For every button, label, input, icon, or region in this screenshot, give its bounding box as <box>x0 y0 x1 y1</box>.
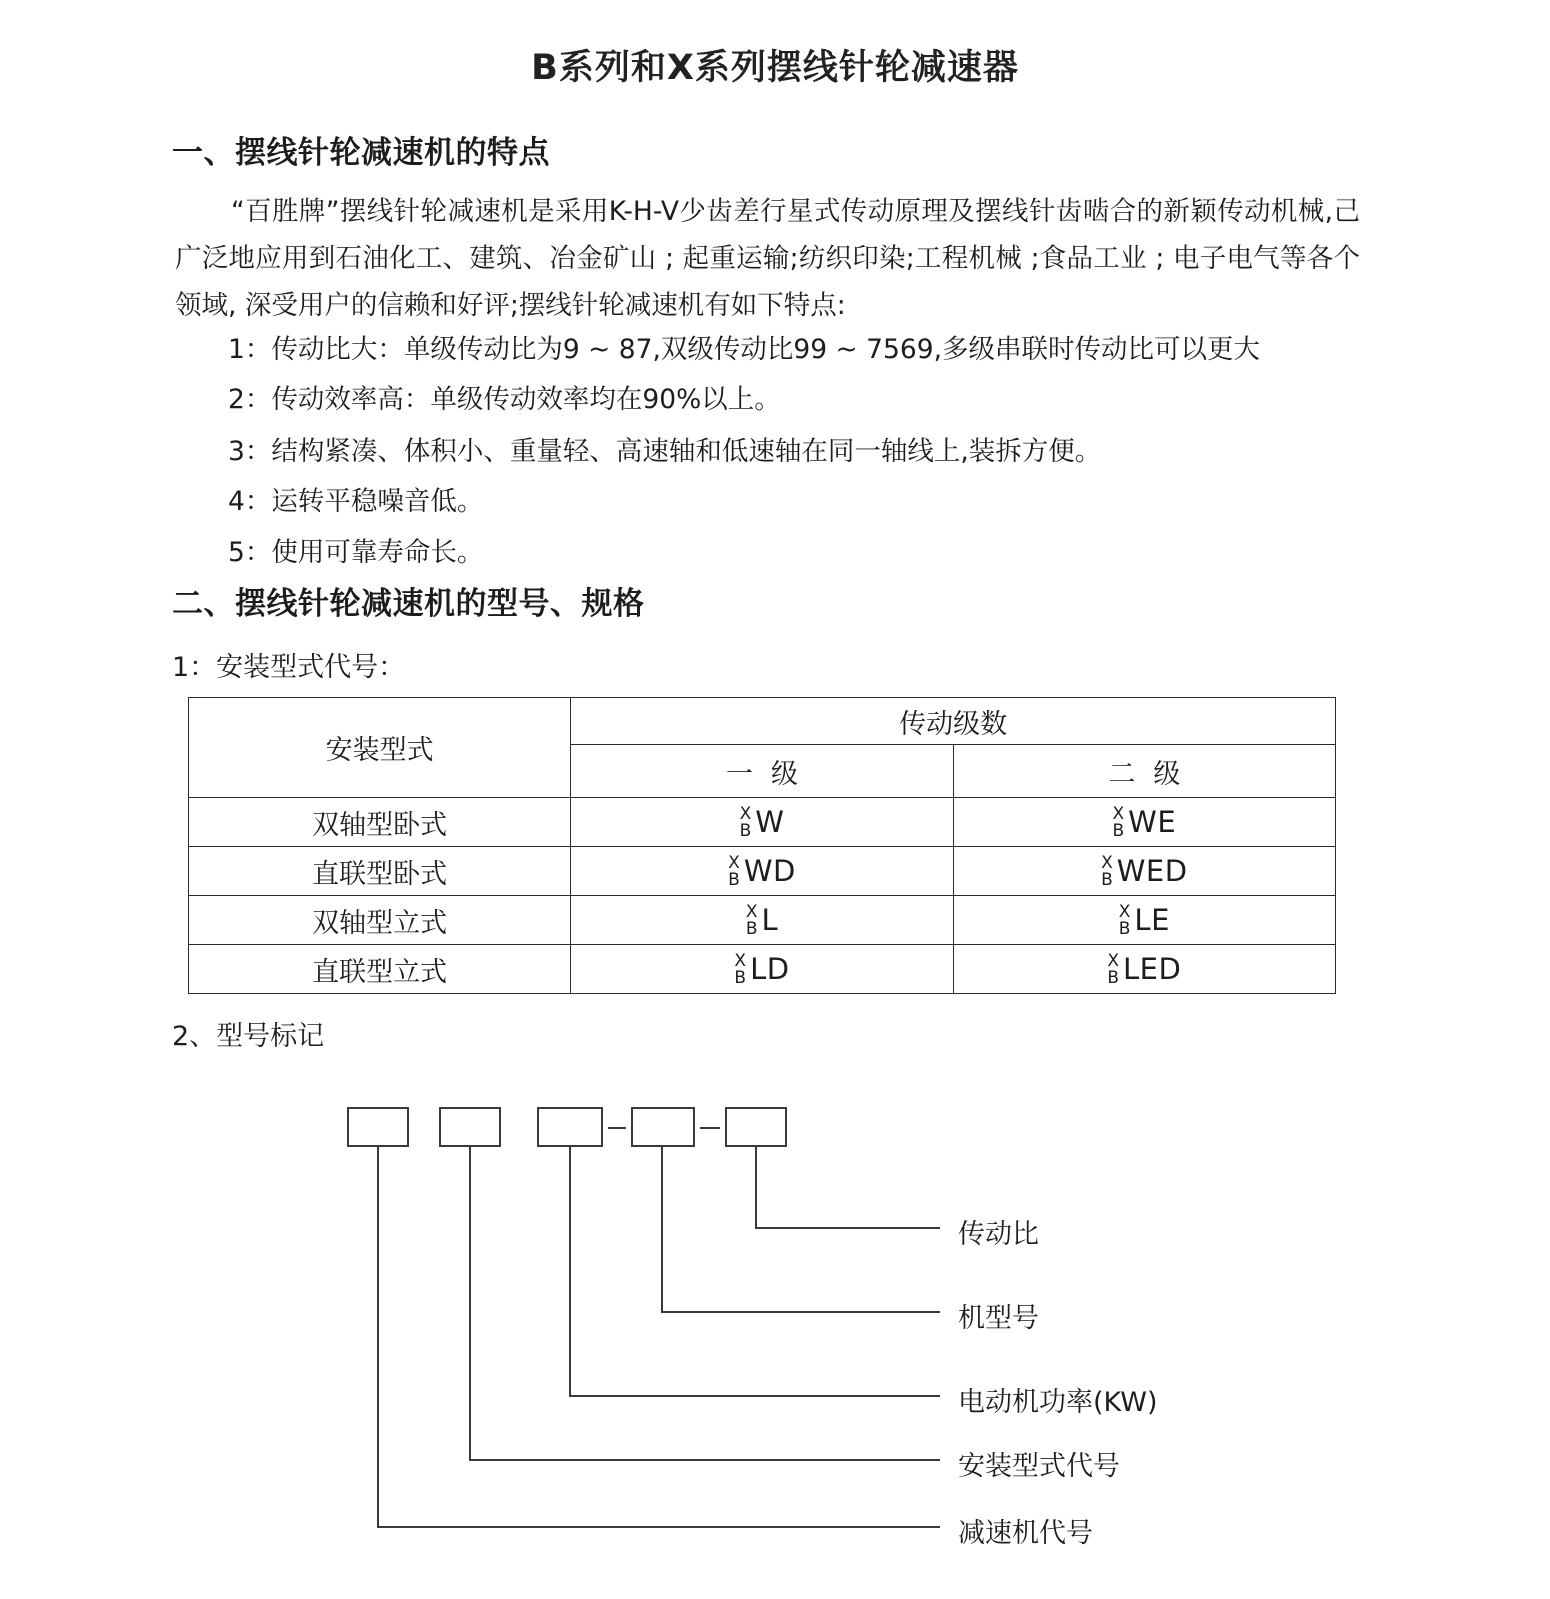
section-heading-two: 二、摆线针轮减速机的型号、规格 <box>172 586 645 622</box>
cell-install-type: 双轴型立式 <box>189 896 571 945</box>
feature-item: 2：传动效率高：单级传动效率均在90%以上。 <box>228 384 781 415</box>
leader-line-transmission-ratio <box>756 1146 940 1228</box>
model-code-diagram-svg <box>0 1060 1550 1560</box>
model-code-diagram <box>0 1060 1550 1560</box>
table-row <box>189 847 1336 896</box>
xb-prefix <box>1112 806 1124 840</box>
prefix-bottom-letter: B <box>745 919 758 939</box>
cell-stage-one-code <box>571 847 953 896</box>
prefix-bottom-letter: B <box>728 870 740 890</box>
table-header-stage-one <box>571 745 953 798</box>
xb-prefix <box>734 953 746 987</box>
prefix-top-letter: X <box>739 804 752 824</box>
prefix-top-letter: X <box>734 951 747 971</box>
code-suffix: W <box>755 805 785 839</box>
xb-prefix <box>1119 904 1131 938</box>
install-code-label: 1：安装型式代号： <box>172 652 406 683</box>
prefix-bottom-letter: B <box>1118 919 1131 939</box>
model-box-1[interactable] <box>348 1108 408 1146</box>
leader-line-reducer-code <box>378 1146 940 1527</box>
prefix-top-letter: X <box>1101 853 1113 873</box>
xb-prefix <box>1107 953 1119 987</box>
xb-prefix <box>1101 855 1113 889</box>
cell-install-type: 直联型卧式 <box>189 847 571 896</box>
code-suffix: LD <box>750 952 790 986</box>
callout-label-reducer-code: 减速机代号 <box>958 1518 1093 1549</box>
code-suffix: WED <box>1116 854 1188 888</box>
stage-two-label: 二级 <box>1108 758 1199 790</box>
xb-prefix <box>728 855 740 889</box>
model-box-4[interactable] <box>632 1108 694 1146</box>
model-box-2[interactable] <box>440 1108 500 1146</box>
callout-label-install-code: 安装型式代号 <box>958 1451 1120 1482</box>
stage-one-label: 一级 <box>725 758 816 790</box>
table-header-stage-two <box>953 745 1335 798</box>
code-suffix: LE <box>1134 903 1170 937</box>
table-row <box>189 896 1336 945</box>
feature-item: 3：结构紧凑、体积小、重量轻、高速轴和低速轴在同一轴线上,装拆方便。 <box>228 436 1102 467</box>
cell-stage-two-code <box>953 896 1335 945</box>
cell-stage-one-code <box>571 945 953 994</box>
prefix-top-letter: X <box>1118 902 1131 922</box>
install-type-table <box>188 697 1336 994</box>
intro-paragraph: “百胜牌”摆线针轮减速机是采用K-H-V少齿差行星式传动原理及摆线针齿啮合的新颖传动机械,己广泛地应用到石油化工、建筑、冶金矿山 ; 起重运输;纺织印染;工程机械 ;食品工业 ; 电子电气等各个领域, 深受用户的信赖和好评;摆线针轮减速机有如下特点: <box>175 196 1360 321</box>
model-mark-label: 2、型号标记 <box>172 1021 325 1052</box>
table-row <box>189 798 1336 847</box>
code-suffix: L <box>761 903 779 937</box>
cell-stage-one-code <box>571 798 953 847</box>
prefix-top-letter: X <box>1107 951 1119 971</box>
model-box-3[interactable] <box>538 1108 602 1146</box>
prefix-top-letter: X <box>745 902 758 922</box>
cell-stage-two-code <box>953 945 1335 994</box>
prefix-top-letter: X <box>728 853 740 873</box>
code-suffix: WD <box>743 854 796 888</box>
prefix-bottom-letter: B <box>1112 821 1125 841</box>
table-header-row <box>189 698 1336 745</box>
prefix-top-letter: X <box>1112 804 1125 824</box>
table-header-install-type: 安装型式 <box>189 698 571 798</box>
prefix-bottom-letter: B <box>734 968 747 988</box>
leader-line-install-code <box>470 1146 940 1460</box>
code-suffix: LED <box>1123 952 1182 986</box>
model-box-5[interactable] <box>726 1108 786 1146</box>
code-suffix: WE <box>1128 805 1177 839</box>
xb-prefix <box>746 904 758 938</box>
xb-prefix <box>740 806 752 840</box>
callout-label-motor-power: 电动机功率(KW) <box>958 1387 1158 1418</box>
prefix-bottom-letter: B <box>1107 968 1119 988</box>
prefix-bottom-letter: B <box>1101 870 1113 890</box>
cell-stage-two-code <box>953 847 1335 896</box>
cell-install-type: 直联型立式 <box>189 945 571 994</box>
table-row <box>189 945 1336 994</box>
cell-install-type: 双轴型卧式 <box>189 798 571 847</box>
feature-item: 1：传动比大：单级传动比为9 ~ 87,双级传动比99 ~ 7569,多级串联时传动比可以更大 <box>228 334 1261 365</box>
callout-label-machine-model: 机型号 <box>958 1303 1039 1334</box>
page-title: B系列和X系列摆线针轮减速器 <box>531 48 1019 88</box>
cell-stage-two-code <box>953 798 1335 847</box>
feature-item: 4：运转平稳噪音低。 <box>228 486 484 517</box>
cell-stage-one-code <box>571 896 953 945</box>
table-header-stages-group: 传动级数 <box>571 698 1336 745</box>
callout-label-transmission-ratio: 传动比 <box>958 1219 1039 1250</box>
feature-item: 5：使用可靠寿命长。 <box>228 537 484 568</box>
section-heading-one: 一、摆线针轮减速机的特点 <box>172 135 550 171</box>
prefix-bottom-letter: B <box>739 821 752 841</box>
